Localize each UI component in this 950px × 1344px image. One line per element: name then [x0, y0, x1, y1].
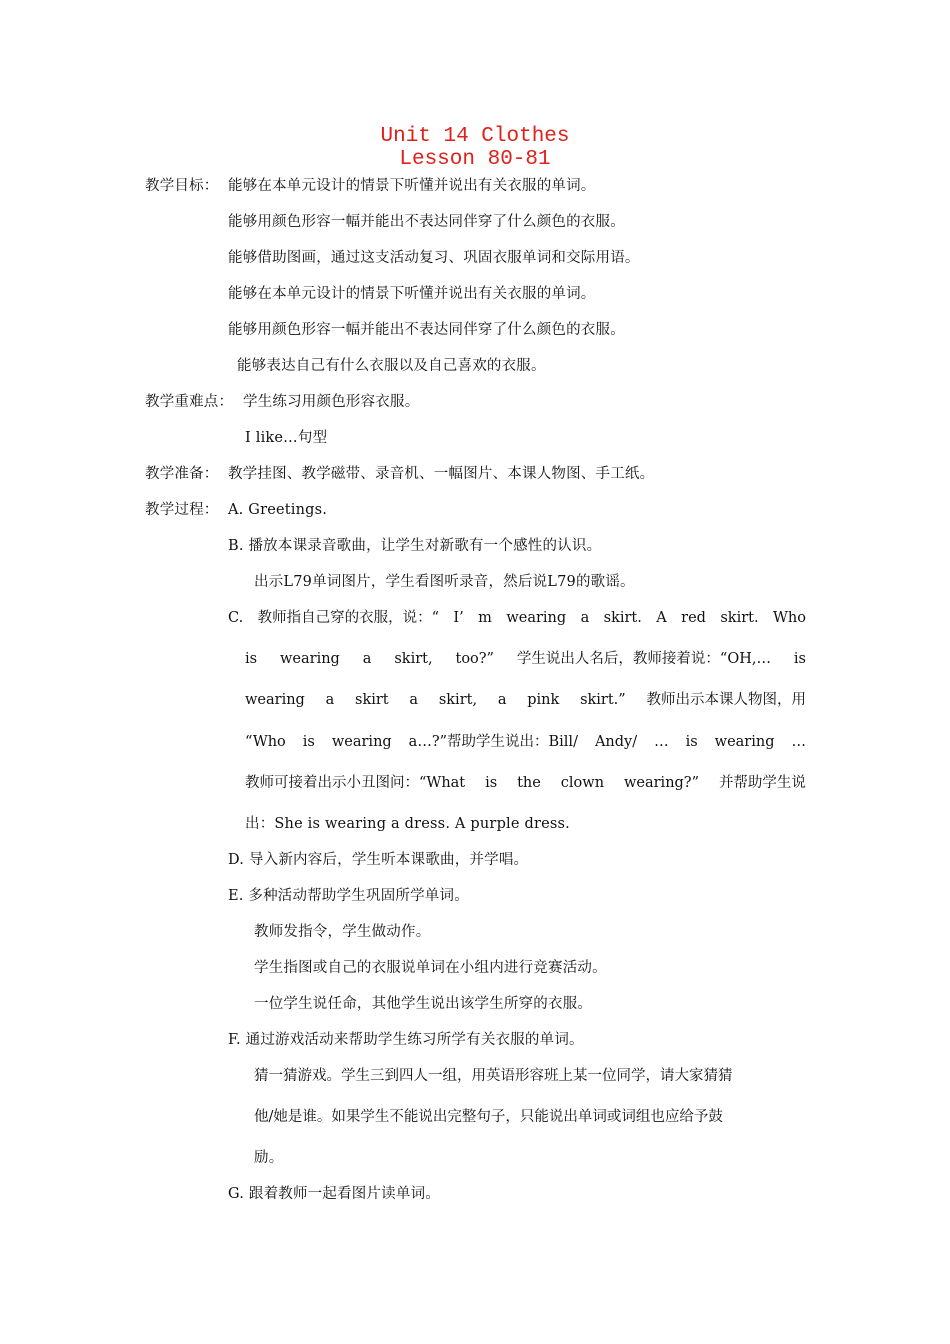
word: skirt.”	[580, 692, 626, 708]
word: a…?”帮助学生说出：Bill/	[408, 734, 578, 750]
word: “Who	[245, 734, 286, 750]
word: is	[245, 651, 258, 667]
word: 并帮助学生说	[718, 775, 806, 791]
process-label: 教学过程：	[145, 502, 219, 518]
word: 他/她是谁。如果学生不能说出完整句子，只能说出单词或词组也应给予鼓	[254, 1109, 723, 1125]
word: pink	[527, 692, 560, 708]
word: clown	[560, 775, 605, 791]
word: skirt.	[720, 610, 759, 626]
objective-line: 能够用颜色形容一幅并能出不表达同伴穿了什么颜色的衣服。	[228, 322, 625, 338]
key-point: I like…句型	[245, 430, 328, 446]
step-c-line	[228, 608, 806, 628]
word: Andy/	[594, 734, 638, 750]
step-c-line: 出：She is wearing a dress. A purple dress.	[245, 816, 570, 832]
word: …	[654, 734, 669, 750]
objective-line: 能够表达自己有什么衣服以及自己喜欢的衣服。	[237, 358, 546, 374]
key-point: 学生练习用颜色形容衣服。	[243, 394, 420, 410]
word: 教师指自己穿的衣服，说：“	[257, 610, 440, 626]
word: 猜一猜游戏。学生三到四人一组，用英语形容班上某一位同学，请大家猜猜	[254, 1068, 733, 1084]
word: a	[362, 651, 372, 667]
step-b: B. 播放本课录音歌曲，让学生对新歌有一个感性的认识。	[228, 538, 602, 554]
word: is	[302, 734, 315, 750]
word: 学生说出人名后，教师接着说：“OH,…	[516, 651, 771, 667]
key-points-label: 教学重难点：	[145, 394, 234, 410]
objectives-label: 教学目标：	[145, 178, 219, 194]
document-subtitle: Lesson 80-81	[399, 148, 551, 171]
step-d: D. 导入新内容后，学生听本课歌曲，并学唱。	[228, 852, 529, 868]
step-f-line	[254, 1066, 806, 1086]
step-f-line	[254, 1107, 806, 1127]
step-c-line	[245, 649, 806, 669]
step-f-line: 励。	[254, 1150, 284, 1166]
step-a: A. Greetings.	[228, 502, 328, 518]
word: a	[497, 692, 507, 708]
step-c-line	[245, 732, 806, 752]
word: wearing?”	[623, 775, 699, 791]
word: I’	[453, 610, 464, 626]
objective-line: 能够借助图画，通过这支活动复习、巩固衣服单词和交际用语。	[228, 250, 640, 266]
word: 教师可接着出示小丑图问：“What	[245, 775, 466, 791]
step-f: F. 通过游戏活动来帮助学生练习所学有关衣服的单词。	[228, 1032, 584, 1048]
step-c-line	[245, 690, 806, 710]
word: skirt,	[394, 651, 433, 667]
document-title: Unit 14 Clothes	[380, 125, 570, 148]
word: is	[793, 651, 806, 667]
word: a	[409, 692, 419, 708]
word: is	[485, 775, 498, 791]
word: is	[685, 734, 698, 750]
word: wearing	[331, 734, 392, 750]
word: m	[478, 610, 492, 626]
word: A	[656, 610, 667, 626]
word: 教师出示本课人物图，用	[646, 692, 806, 708]
word: wearing	[245, 692, 305, 708]
word: red	[681, 610, 706, 626]
step-c-line	[245, 773, 806, 793]
word: the	[517, 775, 541, 791]
step-e-sub: 学生指图或自己的衣服说单词在小组内进行竞赛活动。	[254, 960, 607, 976]
word: skirt,	[438, 692, 478, 708]
step-g: G. 跟着教师一起看图片读单词。	[228, 1186, 440, 1202]
word: wearing	[714, 734, 775, 750]
step-e-sub: 一位学生说任命，其他学生说出该学生所穿的衣服。	[254, 996, 593, 1012]
step-e-sub: 教师发指令，学生做动作。	[254, 924, 431, 940]
step-b-sub: 出示L79单词图片，学生看图听录音，然后说L79的歌谣。	[254, 574, 635, 590]
word: C.	[228, 610, 244, 626]
preparation-label: 教学准备：	[145, 466, 219, 482]
word: skirt.	[603, 610, 642, 626]
objective-line: 能够用颜色形容一幅并能出不表达同伴穿了什么颜色的衣服。	[228, 214, 625, 230]
step-e: E. 多种活动帮助学生巩固所学单词。	[228, 888, 469, 904]
word: Who	[773, 610, 806, 626]
word: wearing	[280, 651, 340, 667]
word: a	[580, 610, 590, 626]
preparation-text: 教学挂图、教学磁带、录音机、一幅图片、本课人物图、手工纸。	[228, 466, 655, 482]
word: a	[325, 692, 335, 708]
objective-line: 能够在本单元设计的情景下听懂并说出有关衣服的单词。	[228, 286, 596, 302]
word: too?”	[455, 651, 494, 667]
word: …	[791, 734, 806, 750]
word: skirt	[355, 692, 389, 708]
objective-line: 能够在本单元设计的情景下听懂并说出有关衣服的单词。	[228, 178, 596, 194]
word: wearing	[506, 610, 567, 626]
